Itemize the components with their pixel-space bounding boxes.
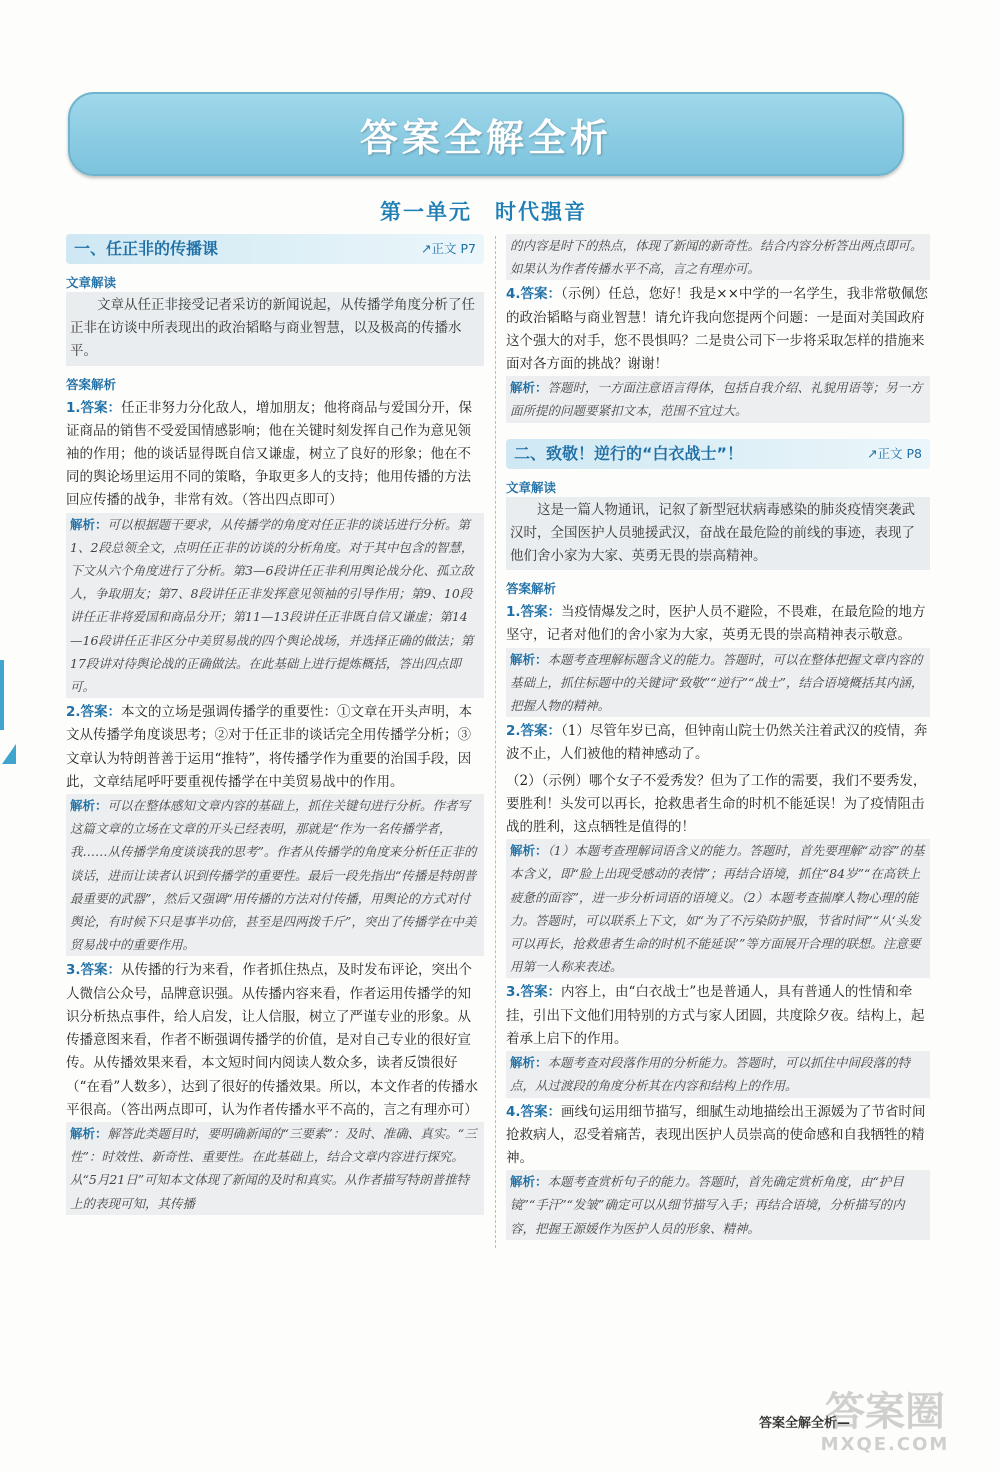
- answers-label: 答案解析: [506, 581, 557, 597]
- right-column: [506, 234, 930, 1240]
- analysis-2: [506, 839, 930, 978]
- analysis-1: [506, 648, 930, 718]
- section-title: 一、任正非的传播课: [74, 239, 219, 259]
- page-reference: ↗正文 P8: [867, 446, 922, 462]
- title-banner: [68, 92, 904, 176]
- watermark: [780, 1390, 990, 1470]
- watermark-sub: MXQE.COM: [820, 1434, 950, 1455]
- section-title: 二、致敬！逆行的“白衣战士”！: [514, 444, 744, 464]
- analysis-2: [66, 794, 484, 956]
- analysis-3: [506, 1051, 930, 1097]
- question-2: [66, 701, 484, 794]
- analysis-label: 解析：: [510, 1055, 548, 1071]
- answer-text: 当疫情爆发之时，医护人员不避险，不畏难，在最危险的地方坚守，记者对他们的舍小家为大家，英勇无畏的崇高精神表示敬意。: [506, 604, 926, 644]
- analysis-4: [506, 1170, 930, 1240]
- analysis-text: 解答此类题目时，要明确新闻的“三要素”：及时、准确、真实。“三性”：时效性、新奇性、重要性。在此基础上，结合文章内容进行探究。从“5月21日”可知本文体现了新闻的及时和真实。从作者描写特朗普推特上的表现可知，其传播: [70, 1125, 477, 1211]
- answer-text: 从传播的行为来看，作者抓住热点，及时发布评论，突出个人微信公众号，品牌意识强。从传播内容来看，作者运用传播学的知识分析热点事件，给人启发，让人信服，树立了严谨专业的形象。从传播意图来看，作者不断强调传播学的价值，是对自己专业的很好宣传。从传播效果来看，本文短时间内阅读人数众多，读者反馈很好（“在看”人数多），达到了很好的传播效果。所以，本文作者的传播水平很高。（答出两点即可，认为作者传播水平不高的，言之有理亦可）: [66, 962, 479, 1118]
- question-number: 3.答案：: [66, 962, 122, 979]
- analysis-label: 解析：: [510, 843, 548, 859]
- analysis-text: 可以在整体感知文章内容的基础上，抓住关键句进行分析。作者写这篇文章的立场在文章的开头已经表明，那就是“作为一名传播学者，我……从传播学角度谈谈我的思考”。作者从传播学的角度来分析任正非的谈话，进而让读者认识到传播学的重要性。最后一段先指出“传播是特朗普最重要的武器”，然后又强调“用传播的方法对付传播，用舆论的方式对付舆论，有时候下只是事半功倍，甚至是四两拨千斤”，突出了传播学在中美贸易战中的重要作用。: [70, 798, 477, 953]
- edge-triangle-marker: [2, 744, 16, 764]
- analysis-label: 解析：: [510, 1174, 548, 1190]
- question-number: 4.答案：: [506, 1103, 562, 1120]
- question-number: 1.答案：: [506, 604, 562, 621]
- answer-text: 本文的立场是强调传播学的重要性：①文章在开头声明，本文从传播学角度谈思考；②对于任正非的谈话完全用传播学分析；③文章认为特朗普善于运用“推特”，将传播学作为重要的治国手段，因此，文章结尾呼吁要重视传播学在中美贸易战中的作用。: [66, 704, 473, 790]
- analysis-4: [506, 376, 930, 422]
- analysis-text: 本题考查赏析句子的能力。答题时，首先确定赏析角度，由“护目镜”“手汗”“发皱”确定可以从细节描写入手；再结合语境，分析描写的内容，把握王源媛作为医护人员的形象、精神。: [510, 1174, 905, 1236]
- answer-text: 内容上，由“白衣战士”也是普通人，具有普通人的性情和牵挂，引出下文他们用特别的方式与家人团圆，共度除夕夜。结构上，起着承上启下的作用。: [506, 984, 925, 1047]
- question-1: [66, 397, 484, 513]
- analysis-label: 解析：: [70, 1125, 108, 1141]
- page-reference: ↗正文 P7: [421, 241, 476, 257]
- section-header-1: [66, 234, 484, 264]
- answers-label: 答案解析: [66, 376, 117, 392]
- question-number: 2.答案：: [506, 723, 562, 740]
- question-3: [66, 959, 484, 1121]
- question-2: [506, 720, 930, 766]
- intro-text: 文章从任正非接受记者采访的新闻说起，从传播学角度分析了任正非在访谈中所表现出的政治韬略与商业智慧，以及极高的传播水平。: [66, 292, 484, 366]
- column-divider: [495, 236, 497, 1248]
- question-3: [506, 981, 930, 1051]
- analysis-label: 解析：: [510, 380, 548, 396]
- intro-label: 文章解读: [506, 479, 557, 495]
- question-1: [506, 601, 930, 647]
- left-column: [66, 234, 484, 1215]
- analysis-text: 本题考查对段落作用的分析能力。答题时，可以抓住中间段落的特点，从过渡段的角度分析其在内容和结构上的作用。: [510, 1055, 911, 1094]
- watermark-main: 答案圈: [825, 1389, 945, 1435]
- question-4: [506, 283, 930, 376]
- analysis-label: 解析：: [510, 651, 548, 667]
- unit-title: 第一单元 时代强音: [380, 200, 587, 224]
- question-number: 1.答案：: [66, 399, 122, 416]
- answer-text: （示例）任总，您好！我是××中学的一名学生，我非常敬佩您的政治韬略与商业智慧！请允许我向您提两个问题：一是面对美国政府这个强大的对手，您不畏惧吗？二是贵公司下一步将采取怎样的措施来面对各方面的挑战？谢谢！: [506, 286, 928, 373]
- section-header-2: [506, 439, 930, 469]
- analysis-label: 解析：: [70, 516, 108, 532]
- analysis-text: 答题时，一方面注意语言得体，包括自我介绍、礼貌用语等；另一方面所提的问题要紧扣文本，范围不宜过大。: [510, 380, 923, 419]
- page-footer: 答案全解全析—: [758, 1416, 850, 1431]
- analysis-text: 的内容是时下的热点，体现了新闻的新奇性。结合内容分析答出两点即可。如果认为作者传播水平不高，言之有理亦可。: [510, 238, 923, 277]
- question-number: 4.答案：: [506, 286, 562, 303]
- analysis-label: 解析：: [70, 798, 108, 814]
- analysis-text: （1）本题考查理解词语含义的能力。答题时，首先要理解“动容”的基本含义，即“脸上出现受感动的表情”；再结合语境，抓住“84岁”“在高铁上疲惫的面容”，进一步分析词语的语境义。（2）本题考查揣摩人物心理的能力。答题时，可以联系上下文，如“为了不污染防护服，节省时间”“从‘头发可以再长，抢救患者生命的时机不能延误’”等方面展开合理的联想。注意要用第一人称来表述。: [510, 843, 925, 975]
- intro-label: 文章解读: [66, 275, 117, 290]
- page-title: 答案全解全析: [359, 115, 612, 160]
- analysis-text: 本题考查理解标题含义的能力。答题时，可以在整体把握文章内容的基础上，抓住标题中的关键词“致敬”“逆行”“战士”，结合语境概括其内涵，把握人物的精神。: [510, 651, 924, 714]
- answer-text: （1）尽管年岁已高，但钟南山院士仍然关注着武汉的疫情，奔波不止，人们被他的精神感动了。: [506, 723, 928, 763]
- intro-text: 这是一篇人物通讯，记叙了新型冠状病毒感染的肺炎疫情突袭武汉时，全国医护人员驰援武汉，奋战在最危险的前线的事迹，表现了他们舍小家为大家、英勇无畏的崇高精神。: [506, 497, 930, 571]
- analysis-1: [66, 513, 484, 699]
- analysis-text: 可以根据题干要求，从传播学的角度对任正非的谈话进行分析。第1、2段总领全文，点明任正非的访谈的分析角度。对于其中包含的智慧，下文从六个角度进行了分析。第3—6段讲任正非利用舆论战分化、孤立敌人，争取朋友；第7、8段讲任正非发挥意见领袖的引导作用；第9、10段讲任正非将爱国和商品分开；第11—13段讲任正非既自信又谦虚；第14—16段讲任正非区分中美贸易战的四个舆论战场，并选择正确的做法；第17段讲对待舆论战的正确做法。在此基础上进行提炼概括，答出四点即可。: [70, 516, 474, 695]
- analysis-3: [66, 1122, 484, 1215]
- edge-tab-marker: [0, 660, 22, 730]
- answer-text: 任正非努力分化敌人，增加朋友；他将商品与爱国分开，保证商品的销售不受爱国情感影响；他在关键时刻发挥自己作为意见领袖的作用；他的谈话显得既自信又谦虚，树立了良好的形象；他在不同的舆论场里运用不同的策略，争取更多人的支持；他用传播的方法回应传播的战争，非常有效。（答出四点即可）: [66, 399, 473, 509]
- question-4: [506, 1101, 930, 1171]
- question-2-part-2: [506, 770, 930, 840]
- question-number: 2.答案：: [66, 704, 122, 721]
- analysis-3-continued: [506, 234, 930, 280]
- question-number: 3.答案：: [506, 984, 562, 1001]
- answer-text: （2）（示例）哪个女子不爱秀发？但为了工作的需要，我们不要秀发，要胜利！头发可以再长，抢救患者生命的时机不能延误！为了疫情阻击战的胜利，这点牺牲是值得的！: [506, 772, 927, 836]
- answer-text: 画线句运用细节描写，细腻生动地描绘出王源媛为了节省时间抢救病人，忍受着痛苦，表现出医护人员崇高的使命感和自我牺牲的精神。: [506, 1103, 926, 1166]
